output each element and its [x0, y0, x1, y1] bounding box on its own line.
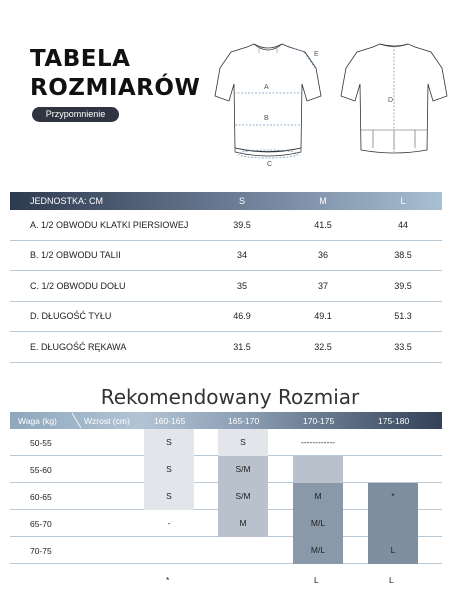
- weight-value: 50-55: [30, 438, 52, 448]
- cell-l: 38.5: [394, 250, 412, 261]
- cell-l: 39.5: [394, 280, 412, 291]
- cell-s: 34: [236, 250, 247, 261]
- table-row: [10, 483, 442, 510]
- table-row: [10, 210, 442, 241]
- size-cell: S/M: [218, 483, 268, 510]
- reminder-badge: Przypomnienie: [32, 107, 119, 122]
- label-e: E: [314, 51, 319, 58]
- cell-s: 39.5: [233, 219, 251, 230]
- size-cell: M/L: [293, 537, 343, 564]
- cell-l: 33.5: [394, 341, 412, 352]
- weight-value: 65-70: [30, 519, 52, 529]
- size-s-header: S: [238, 196, 245, 206]
- size-cell: S: [218, 429, 268, 456]
- size-cell: S: [144, 483, 194, 510]
- cell-l: 44: [397, 219, 408, 230]
- row-label: D. DŁUGOŚĆ TYŁU: [30, 311, 112, 322]
- footer-note-1: *: [166, 575, 170, 585]
- size-cell: -: [167, 518, 171, 528]
- cell-s: 35: [236, 280, 247, 291]
- recommended-header: [10, 412, 442, 429]
- title-line-2: ROZMIARÓW: [30, 75, 201, 101]
- table-row: [10, 332, 442, 363]
- size-cell: S: [144, 456, 194, 483]
- size-cell: [368, 510, 418, 537]
- header-diagonal-divider: [72, 412, 82, 429]
- table-row: [10, 537, 442, 564]
- cell-m: 49.1: [314, 311, 332, 322]
- cell-m: 36: [317, 250, 328, 261]
- size-cell: ------------: [301, 437, 335, 447]
- size-cell: [368, 456, 418, 483]
- table-row: [10, 302, 442, 333]
- size-l-header: L: [400, 196, 406, 206]
- recommended-size-table: [10, 412, 442, 564]
- jersey-back-diagram: [340, 38, 448, 168]
- size-cell: [293, 456, 343, 483]
- label-c: C: [267, 161, 273, 168]
- table-row: [10, 271, 442, 302]
- cell-s: 46.9: [233, 311, 251, 322]
- title-line-1: TABELA: [30, 46, 131, 72]
- size-table: [10, 192, 442, 363]
- table-row: [10, 241, 442, 272]
- row-label: B. 1/2 OBWODU TALII: [30, 250, 121, 261]
- unit-label: JEDNOSTKA: CM: [30, 196, 104, 206]
- size-cell: M/L: [293, 510, 343, 537]
- size-cell: S/M: [218, 456, 268, 483]
- table-row: [10, 429, 442, 456]
- weight-value: 60-65: [30, 492, 52, 502]
- row-label: A. 1/2 OBWODU KLATKI PIERSIOWEJ: [30, 219, 189, 230]
- size-cell: [368, 429, 418, 456]
- cell-m: 32.5: [314, 341, 332, 352]
- label-b: B: [264, 115, 269, 122]
- size-m-header: M: [319, 196, 327, 206]
- height-range-1: 160-165: [154, 416, 186, 426]
- size-cell: *: [368, 483, 418, 510]
- size-cell: L: [368, 537, 418, 564]
- size-cell: [218, 537, 268, 564]
- height-range-2: 165-170: [228, 416, 260, 426]
- size-cell: [144, 537, 194, 564]
- table-row: [10, 510, 442, 537]
- footer-note-4: L: [389, 575, 394, 585]
- size-cell: S: [144, 429, 194, 456]
- cell-m: 37: [317, 280, 328, 291]
- label-d: D: [388, 97, 394, 104]
- weight-label: Waga (kg): [18, 416, 57, 426]
- height-range-3: 170-175: [303, 416, 335, 426]
- size-table-header: [10, 192, 442, 210]
- cell-l: 51.3: [394, 311, 412, 322]
- weight-value: 55-60: [30, 465, 52, 475]
- table-row: [10, 456, 442, 483]
- weight-value: 70-75: [30, 546, 52, 556]
- recommended-title: Rekomendowany Rozmiar: [100, 385, 360, 409]
- row-label: E. DŁUGOŚĆ RĘKAWA: [30, 341, 127, 352]
- jersey-front-diagram: [214, 38, 322, 168]
- row-label: C. 1/2 OBWODU DOŁU: [30, 280, 126, 291]
- footer-note-3: L: [314, 575, 319, 585]
- cell-m: 41.5: [314, 219, 332, 230]
- label-a: A: [264, 84, 269, 91]
- height-range-4: 175-180: [378, 416, 410, 426]
- cell-s: 31.5: [233, 341, 251, 352]
- size-cell: M: [218, 510, 268, 537]
- page-title: [30, 45, 200, 103]
- height-label: Wzrost (cm): [84, 416, 130, 426]
- size-cell: M: [293, 483, 343, 510]
